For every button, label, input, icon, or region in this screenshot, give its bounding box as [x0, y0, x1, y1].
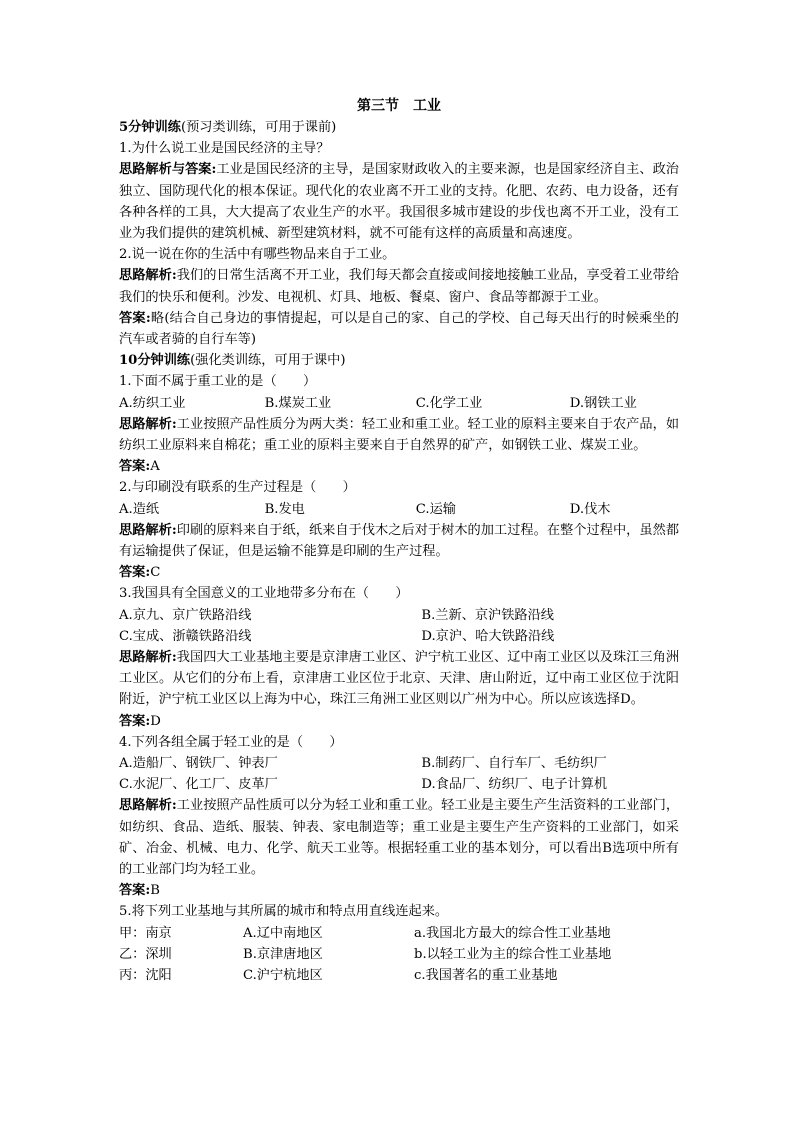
- answer-text: 略(结合自己身边的事情提起，可以是自己的家、自己的学校、自己每天出行的时候乘坐的汽车或者骑的自行车等): [119, 310, 679, 348]
- answer-value: B: [150, 883, 160, 899]
- answer-line: [119, 562, 679, 583]
- match-feature: c.我国著名的重工业基地: [414, 968, 558, 983]
- match-city: 甲：南京: [119, 925, 172, 941]
- answer-line: [119, 711, 679, 732]
- option: D.食品厂、纺织厂、电子计算机: [421, 777, 608, 793]
- analysis-text: 我们的日常生活离不开工业，我们每天都会直接或间接地接触工业品，享受着工业带给我们的快乐和便利。沙发、电视机、灯具、地板、餐桌、窗户、食品等都源于工业。: [119, 268, 680, 305]
- analysis-text: 印刷的原料来自于纸，纸来自于伐木之后对于树木的加工过程。在整个过程中，虽然都有运输提供了保证，但是运输不能算是印刷的生产过程。: [119, 522, 680, 560]
- question-text: 4.下列各组全属于轻工业的是（ ）: [119, 734, 343, 750]
- option: B.发电: [264, 501, 305, 517]
- answer-line: [119, 456, 679, 477]
- analysis-label: 思路解析:: [119, 268, 177, 284]
- match-feature: a.我国北方最大的综合性工业基地: [414, 925, 611, 941]
- answer-line: [119, 880, 679, 901]
- page-title: [119, 96, 679, 117]
- answer-label: 答案:: [119, 883, 151, 899]
- option: B.煤炭工业: [264, 395, 332, 411]
- section-number: 第三节: [357, 98, 399, 114]
- analysis-paragraph: [119, 647, 679, 711]
- options-row: [119, 753, 679, 774]
- answer-paragraph: [119, 308, 679, 350]
- section-note: (强化类训练，可用于课中): [190, 353, 346, 369]
- analysis-text: 工业按照产品性质可以分为轻工业和重工业。轻工业是主要生产生活资料的工业部门，如纺织、食品、造纸、服装、钟表、家电制造等；重工业是主要生产生产资料的工业部门，如采矿、冶金、机械、电力、化学、航天工业等。根据轻重工业的基本划分，可以看出B选项中所有的工业部门均为轻工业。: [119, 798, 680, 878]
- section-10min-heading: [119, 350, 679, 371]
- question-text: 1.下面不属于重工业的是（ ）: [119, 374, 317, 390]
- section-note: (预习类训练，可用于课前): [180, 120, 337, 135]
- section-heading: 10分钟训练: [119, 353, 191, 369]
- analysis-text: 工业按照产品性质分为两大类：轻工业和重工业。轻工业的原料主要来自于农产品，如纺织工业原料来自棉花；重工业的原料主要来自于自然界的矿产，如钢铁工业、煤炭工业。: [119, 416, 680, 454]
- match-region: B.京津唐地区: [243, 946, 323, 962]
- match-region: A.辽中南地区: [243, 925, 323, 941]
- analysis-label: 思路解析与答案:: [119, 162, 217, 178]
- analysis-label: 思路解析:: [119, 798, 177, 814]
- answer-label: 答案:: [119, 310, 151, 326]
- analysis-label: 思路解析:: [119, 650, 177, 666]
- option: A.京九、京广铁路沿线: [119, 607, 252, 623]
- matching-row: [119, 944, 679, 965]
- options-row: [119, 605, 679, 626]
- options-row: [119, 499, 679, 520]
- question-text: 1.为什么说工业是国民经济的主导？: [119, 141, 330, 157]
- section-topic: 工业: [413, 98, 441, 114]
- option: D.钢铁工业: [569, 395, 637, 411]
- answer-label: 答案:: [119, 713, 151, 729]
- question-text: 2.说一说在你的生活中有哪些物品来自于工业。: [119, 247, 396, 263]
- options-row: [119, 393, 679, 414]
- answer-value: C: [150, 565, 161, 581]
- match-feature: b.以轻工业为主的综合性工业基地: [414, 946, 612, 962]
- option: C.水泥厂、化工厂、皮革厂: [119, 777, 278, 793]
- matching-row: [119, 923, 679, 944]
- options-row: [119, 774, 679, 795]
- answer-value: D: [150, 713, 161, 729]
- answer-label: 答案:: [119, 459, 151, 475]
- question-text: 5.将下列工业基地与其所属的城市和特点用直线连起来。: [119, 904, 449, 920]
- document-page: [119, 96, 679, 986]
- options-row: [119, 626, 679, 647]
- match-city: 丙：沈阳: [119, 968, 172, 983]
- option: D.京沪、哈大铁路沿线: [421, 628, 555, 644]
- option: C.运输: [415, 501, 456, 517]
- option: B.制药厂、自行车厂、毛纺织厂: [421, 756, 607, 772]
- option: A.纺织工业: [119, 395, 186, 411]
- question-text: 3.我国具有全国意义的工业地带多分布在（ ）: [119, 586, 409, 602]
- matching-row: [119, 965, 679, 986]
- match-region: C.沪宁杭地区: [243, 968, 323, 983]
- option: B.兰新、京沪铁路沿线: [421, 607, 554, 623]
- analysis-paragraph: [119, 265, 679, 307]
- section-heading: 5分钟训练: [119, 120, 181, 135]
- analysis-paragraph: [119, 159, 679, 244]
- question-text: 2.与印刷没有联系的生产过程是（ ）: [119, 480, 356, 496]
- answer-value: A: [150, 459, 160, 475]
- option: A.造船厂、钢铁厂、钟表厂: [119, 756, 278, 772]
- analysis-text: 我国四大工业基地主要是京津唐工业区、沪宁杭工业区、辽中南工业区以及珠江三角洲工业区。从它们的分布上看，京津唐工业区位于北京、天津、唐山附近，辽中南工业区位于沈阳附近，沪宁杭工业区以上海为中心，珠江三角洲工业区则以广州为中心。所以应该选择D。: [119, 650, 680, 708]
- answer-label: 答案:: [119, 565, 151, 581]
- analysis-label: 思路解析:: [119, 522, 177, 538]
- option: A.造纸: [119, 501, 160, 517]
- match-city: 乙：深圳: [119, 946, 172, 962]
- analysis-paragraph: [119, 414, 679, 456]
- analysis-paragraph: [119, 520, 679, 562]
- analysis-text: 工业是国民经济的主导，是国家财政收入的主要来源，也是国家经济自主、政治独立、国防现代化的根本保证。现代化的农业离不开工业的支持。化肥、农药、电力设备，还有各种各样的工具，大大提高了农业生产的水平。我国很多城市建设的步伐也离不开工业，没有工业为我们提供的建筑机械、新型建筑材料，就不可能有这样的高质量和高速度。: [119, 162, 679, 242]
- section-5min-heading: [119, 117, 679, 138]
- analysis-paragraph: [119, 795, 679, 880]
- option: C.宝成、浙赣铁路沿线: [119, 628, 252, 644]
- option: C.化学工业: [415, 395, 483, 411]
- option: D.伐木: [569, 501, 611, 517]
- analysis-label: 思路解析:: [119, 416, 177, 432]
